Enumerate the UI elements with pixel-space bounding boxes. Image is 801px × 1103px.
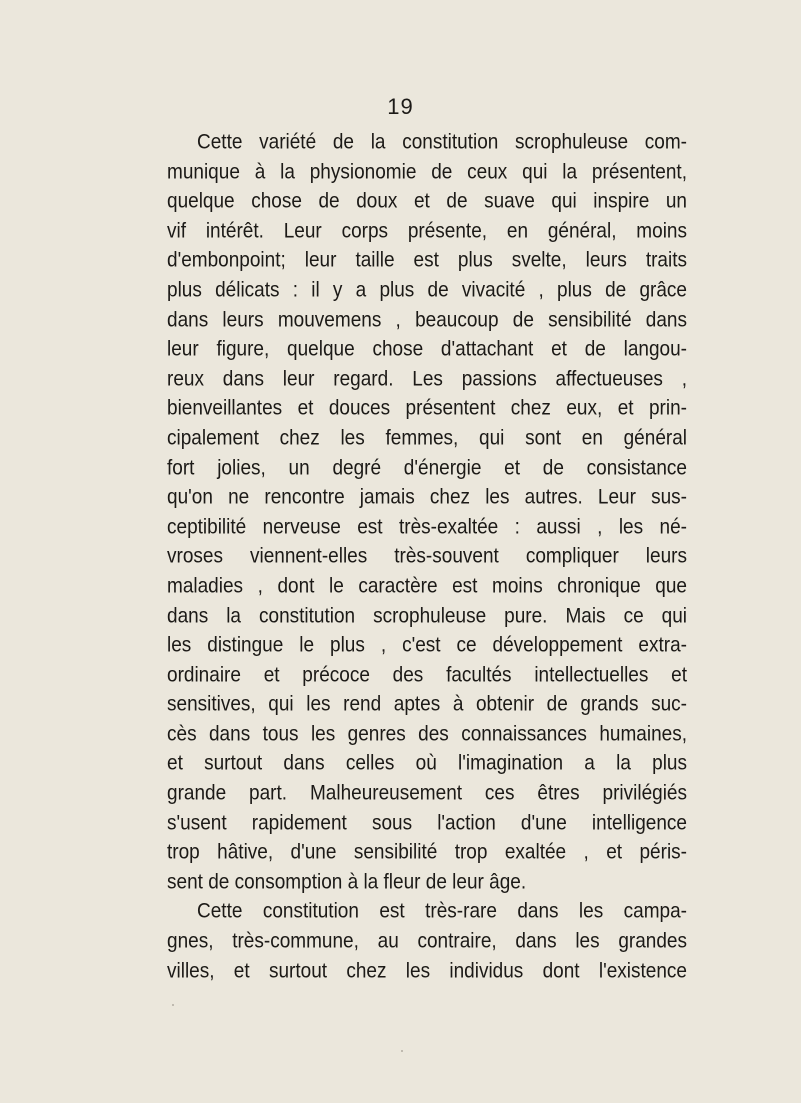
page-number: 19 (387, 94, 414, 119)
text-line: plus délicats : il y a plus de vivacité , plus de grâce (167, 278, 687, 303)
text-line: vif intérêt. Leur corps présente, en général, moins (167, 219, 687, 244)
text-line: sent de consomption à la fleur de leur âge. (167, 870, 527, 895)
text-line: dans la constitution scrophuleuse pure. Mais ce qui (167, 604, 687, 628)
text-line: fort jolies, un degré d'énergie et de consistance (167, 456, 687, 480)
text-line: maladies , dont le caractère est moins chronique que (167, 574, 687, 599)
text-line: villes, et surtout chez les individus dont l'existence (167, 959, 687, 983)
text-line: trop hâtive, d'une sensibilité trop exaltée , et péris- (167, 840, 687, 865)
text-line: grande part. Malheureusement ces êtres privilégiés (167, 781, 687, 806)
text-line: leur figure, quelque chose d'attachant et de langou- (167, 337, 687, 362)
text-line: quelque chose de doux et de suave qui inspire un (167, 189, 687, 214)
text-line: gnes, très-commune, au contraire, dans les grandes (167, 929, 687, 954)
text-line: Cette variété de la constitution scrophuleuse com- (197, 130, 687, 155)
text-line: ordinaire et précoce des facultés intellectuelles et (167, 663, 687, 687)
text-line: les distingue le plus , c'est ce développement extra- (167, 633, 687, 658)
text-line: d'embonpoint; leur taille est plus svelte, leurs traits (167, 249, 687, 273)
text-line: bienveillantes et douces présentent chez eux, et prin- (167, 397, 687, 421)
text-line: et surtout dans celles où l'imagination a la plus (167, 752, 687, 776)
paper-speck (401, 1050, 403, 1052)
text-line: s'usent rapidement sous l'action d'une intelligence (167, 811, 687, 835)
body-text (167, 128, 687, 986)
text-line: reux dans leur regard. Les passions affectueuses , (167, 367, 687, 391)
text-line: munique à la physionomie de ceux qui la présentent, (167, 160, 687, 184)
text-line: ceptibilité nerveuse est très-exaltée : aussi , les né- (167, 515, 687, 539)
text-line: vroses viennent-elles très-souvent compliquer leurs (167, 545, 687, 569)
text-line: sensitives, qui les rend aptes à obtenir de grands suc- (167, 692, 687, 717)
text-line: dans leurs mouvemens , beaucoup de sensibilité dans (167, 308, 687, 332)
text-line: Cette constitution est très-rare dans les campa- (197, 900, 687, 924)
paper-speck (172, 1004, 174, 1006)
text-line: cipalement chez les femmes, qui sont en général (167, 426, 687, 451)
text-line: qu'on ne rencontre jamais chez les autres. Leur sus- (167, 485, 687, 510)
text-line: cès dans tous les genres des connaissances humaines, (167, 722, 687, 747)
